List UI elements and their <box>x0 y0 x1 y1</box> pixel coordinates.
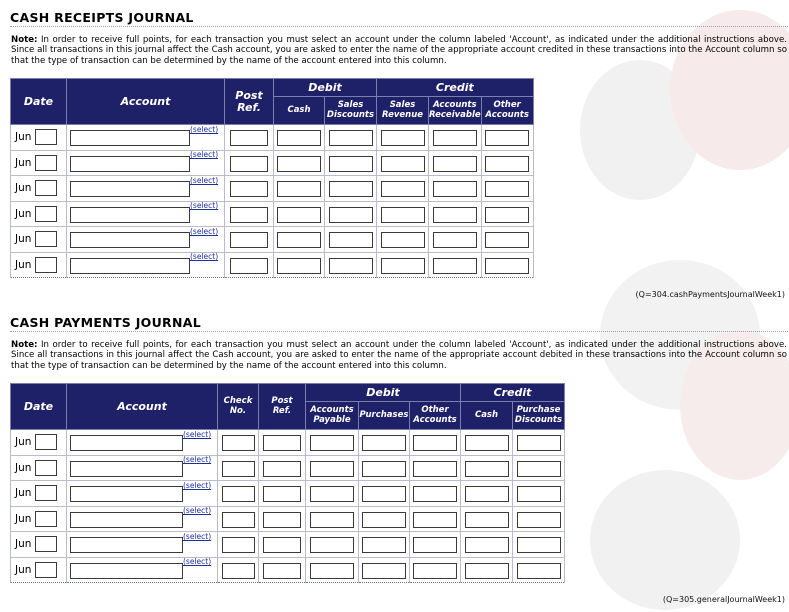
select-account-link[interactable]: (select) <box>190 175 219 185</box>
purchases-cell <box>359 455 410 481</box>
other-accounts-input[interactable] <box>485 207 529 223</box>
date-cell <box>11 252 67 278</box>
journal-row <box>11 252 534 278</box>
col-post-ref: Post Ref. <box>259 384 306 430</box>
purchase-discounts-input[interactable] <box>517 537 561 553</box>
payments-note <box>11 340 787 371</box>
sales-discounts-input[interactable] <box>329 207 373 223</box>
payments-question-ref: (Q=305.generalJournalWeek1) <box>662 595 785 604</box>
other-accounts-input[interactable] <box>413 563 457 579</box>
sales-discounts-input[interactable] <box>329 258 373 274</box>
purchase-discounts-input[interactable] <box>517 563 561 579</box>
cash-cell <box>461 506 513 532</box>
sales-revenue-cell <box>377 201 429 227</box>
other-accounts-input[interactable] <box>485 258 529 274</box>
post-ref-cell <box>259 557 306 583</box>
other-accounts-cell <box>410 557 461 583</box>
post-ref-cell <box>259 455 306 481</box>
purchase-discounts-input[interactable] <box>517 486 561 502</box>
account-input[interactable] <box>70 156 190 172</box>
col-group-credit: Credit <box>461 384 565 402</box>
col-account: Account <box>67 384 218 430</box>
col-date: Date <box>11 79 67 125</box>
sales-discounts-cell <box>325 201 377 227</box>
account-input[interactable] <box>70 512 183 528</box>
select-account-link[interactable]: (select) <box>183 531 212 541</box>
date-cell <box>11 455 67 481</box>
check-no-input[interactable] <box>222 435 255 451</box>
accounts-payable-cell <box>306 481 359 507</box>
sales-revenue-cell <box>377 176 429 202</box>
select-account-link[interactable]: (select) <box>183 455 212 465</box>
post-ref-cell <box>225 150 274 176</box>
receipts-note <box>11 35 787 66</box>
col-purchases: Purchases <box>359 402 410 430</box>
other-accounts-cell <box>410 430 461 456</box>
accounts-receivable-cell <box>429 150 482 176</box>
accounts-payable-input[interactable] <box>310 435 354 451</box>
cash-cell <box>274 252 325 278</box>
payments-note-text: In order to receive full points, for each transaction you must select an account under the column labeled 'Account', as indicated under the additional instructions above. Since all transactions in this journal affect the Cash account, you are asked to enter the name of the appropriate account debited in these transactions into the Account column so that the type of transaction can be determined by the name of the account entered into this column. <box>11 340 787 371</box>
receipts-title: CASH RECEIPTS JOURNAL <box>10 10 789 27</box>
sales-revenue-cell <box>377 252 429 278</box>
background-decoration <box>560 0 789 612</box>
payments-journal-table <box>10 383 565 583</box>
cash-cell <box>461 532 513 558</box>
cash-input[interactable] <box>465 435 509 451</box>
journal-row <box>11 481 565 507</box>
day-input[interactable] <box>35 434 57 450</box>
sales-revenue-input[interactable] <box>381 181 425 197</box>
post-ref-cell <box>225 227 274 253</box>
col-group-credit: Credit <box>377 79 534 97</box>
purchases-cell <box>359 430 410 456</box>
purchase-discounts-cell <box>513 430 565 456</box>
other-accounts-input[interactable] <box>485 181 529 197</box>
month-label: Jun <box>15 156 32 169</box>
accounts-payable-input[interactable] <box>310 537 354 553</box>
cash-cell <box>274 125 325 151</box>
cash-cell <box>274 176 325 202</box>
account-cell <box>67 150 225 176</box>
sales-revenue-cell <box>377 227 429 253</box>
other-accounts-input[interactable] <box>485 130 529 146</box>
journal-row <box>11 532 565 558</box>
journal-row <box>11 201 534 227</box>
sales-revenue-input[interactable] <box>381 207 425 223</box>
select-account-link[interactable]: (select) <box>190 150 219 160</box>
other-accounts-cell <box>481 252 533 278</box>
check-no-cell <box>218 506 259 532</box>
post-ref-input[interactable] <box>230 156 268 172</box>
date-cell <box>11 176 67 202</box>
payments-note-label: Note: <box>11 340 38 350</box>
accounts-receivable-input[interactable] <box>433 207 477 223</box>
cash-input[interactable] <box>277 156 321 172</box>
sales-discounts-input[interactable] <box>329 130 373 146</box>
account-input[interactable] <box>70 232 190 248</box>
account-cell <box>67 227 225 253</box>
accounts-payable-input[interactable] <box>310 486 354 502</box>
date-cell <box>11 557 67 583</box>
select-account-link[interactable]: (select) <box>183 429 212 439</box>
sales-discounts-input[interactable] <box>329 232 373 248</box>
col-date: Date <box>11 384 67 430</box>
journal-row <box>11 455 565 481</box>
check-no-cell <box>218 532 259 558</box>
cash-input[interactable] <box>465 537 509 553</box>
sales-revenue-cell <box>377 150 429 176</box>
purchases-input[interactable] <box>362 563 406 579</box>
col-accounts-payable: Accounts Payable <box>306 402 359 430</box>
day-input[interactable] <box>35 562 57 578</box>
journal-row <box>11 176 534 202</box>
sales-discounts-input[interactable] <box>329 156 373 172</box>
cash-input[interactable] <box>277 130 321 146</box>
date-cell <box>11 506 67 532</box>
other-accounts-cell <box>410 506 461 532</box>
day-input[interactable] <box>35 155 57 171</box>
check-no-cell <box>218 481 259 507</box>
select-account-link[interactable]: (select) <box>183 557 212 567</box>
day-input[interactable] <box>35 206 57 222</box>
other-accounts-cell <box>410 532 461 558</box>
accounts-payable-input[interactable] <box>310 563 354 579</box>
accounts-payable-cell <box>306 430 359 456</box>
receipts-journal-table <box>10 78 534 278</box>
sales-revenue-cell <box>377 125 429 151</box>
col-sales-revenue: Sales Revenue <box>377 97 429 125</box>
check-no-input[interactable] <box>222 563 255 579</box>
col-cash: Cash <box>274 97 325 125</box>
post-ref-input[interactable] <box>263 486 301 502</box>
col-cash: Cash <box>461 402 513 430</box>
accounts-payable-cell <box>306 455 359 481</box>
post-ref-cell <box>259 532 306 558</box>
purchase-discounts-cell <box>513 557 565 583</box>
post-ref-input[interactable] <box>230 181 268 197</box>
month-label: Jun <box>15 258 32 271</box>
day-input[interactable] <box>35 129 57 145</box>
post-ref-cell <box>225 201 274 227</box>
cash-input[interactable] <box>465 486 509 502</box>
cash-input[interactable] <box>277 207 321 223</box>
accounts-receivable-input[interactable] <box>433 156 477 172</box>
post-ref-input[interactable] <box>230 130 268 146</box>
post-ref-input[interactable] <box>230 232 268 248</box>
col-post-ref: Post Ref. <box>225 79 274 125</box>
account-input[interactable] <box>70 537 183 553</box>
account-input[interactable] <box>70 207 190 223</box>
date-cell <box>11 201 67 227</box>
date-cell <box>11 430 67 456</box>
sales-revenue-input[interactable] <box>381 130 425 146</box>
post-ref-input[interactable] <box>263 512 301 528</box>
check-no-input[interactable] <box>222 512 255 528</box>
col-check-no: Check No. <box>218 384 259 430</box>
month-label: Jun <box>15 461 32 474</box>
other-accounts-input[interactable] <box>413 435 457 451</box>
receipts-question-ref: (Q=304.cashPaymentsJournalWeek1) <box>635 290 785 299</box>
receipts-note-text: In order to receive full points, for each transaction you must select an account under the column labeled 'Account', as indicated under the additional instructions above. Since all transactions in this journal affect the Cash account, you are asked to enter the name of the appropriate account credited in these transactions into the Account column so that the type of transaction can be determined by the name of the account entered into this column. <box>11 35 787 66</box>
cash-input[interactable] <box>465 512 509 528</box>
accounts-payable-cell <box>306 557 359 583</box>
cash-cell <box>274 201 325 227</box>
purchases-cell <box>359 506 410 532</box>
month-label: Jun <box>15 207 32 220</box>
account-cell <box>67 455 218 481</box>
cash-input[interactable] <box>465 461 509 477</box>
other-accounts-cell <box>481 227 533 253</box>
date-cell <box>11 150 67 176</box>
payments-title: CASH PAYMENTS JOURNAL <box>10 315 789 332</box>
account-cell <box>67 532 218 558</box>
account-input[interactable] <box>70 486 183 502</box>
day-input[interactable] <box>35 460 57 476</box>
other-accounts-cell <box>410 455 461 481</box>
account-cell <box>67 481 218 507</box>
day-input[interactable] <box>35 231 57 247</box>
accounts-receivable-cell <box>429 227 482 253</box>
account-cell <box>67 252 225 278</box>
col-purchase-discounts: Purchase Discounts <box>513 402 565 430</box>
sales-discounts-cell <box>325 150 377 176</box>
account-cell <box>67 557 218 583</box>
account-cell <box>67 506 218 532</box>
account-input[interactable] <box>70 130 190 146</box>
purchase-discounts-cell <box>513 532 565 558</box>
other-accounts-input[interactable] <box>413 512 457 528</box>
journal-row <box>11 506 565 532</box>
cash-cell <box>461 455 513 481</box>
cash-input[interactable] <box>277 181 321 197</box>
account-input[interactable] <box>70 435 183 451</box>
month-label: Jun <box>15 538 32 551</box>
accounts-receivable-cell <box>429 252 482 278</box>
purchase-discounts-input[interactable] <box>517 512 561 528</box>
sales-revenue-input[interactable] <box>381 258 425 274</box>
cash-cell <box>274 150 325 176</box>
accounts-receivable-cell <box>429 176 482 202</box>
cash-cell <box>461 481 513 507</box>
other-accounts-input[interactable] <box>413 486 457 502</box>
cash-cell <box>274 227 325 253</box>
month-label: Jun <box>15 436 32 449</box>
month-label: Jun <box>15 487 32 500</box>
date-cell <box>11 227 67 253</box>
account-input[interactable] <box>70 563 183 579</box>
post-ref-input[interactable] <box>263 461 301 477</box>
account-cell <box>67 176 225 202</box>
accounts-payable-input[interactable] <box>310 512 354 528</box>
sales-discounts-cell <box>325 252 377 278</box>
account-input[interactable] <box>70 461 183 477</box>
sales-discounts-input[interactable] <box>329 181 373 197</box>
purchases-input[interactable] <box>362 435 406 451</box>
post-ref-cell <box>225 252 274 278</box>
month-label: Jun <box>15 182 32 195</box>
check-no-input[interactable] <box>222 461 255 477</box>
journal-row <box>11 150 534 176</box>
select-account-link[interactable]: (select) <box>190 124 219 134</box>
check-no-cell <box>218 557 259 583</box>
date-cell <box>11 532 67 558</box>
day-input[interactable] <box>35 180 57 196</box>
col-accounts-receivable: Accounts Receivable <box>429 97 482 125</box>
purchases-input[interactable] <box>362 537 406 553</box>
col-account: Account <box>67 79 225 125</box>
account-cell <box>67 125 225 151</box>
month-label: Jun <box>15 563 32 576</box>
col-other-accounts: Other Accounts <box>481 97 533 125</box>
purchases-input[interactable] <box>362 486 406 502</box>
post-ref-input[interactable] <box>263 435 301 451</box>
purchase-discounts-input[interactable] <box>517 461 561 477</box>
purchase-discounts-input[interactable] <box>517 435 561 451</box>
check-no-input[interactable] <box>222 486 255 502</box>
cash-cell <box>461 430 513 456</box>
purchases-cell <box>359 481 410 507</box>
accounts-receivable-input[interactable] <box>433 130 477 146</box>
account-input[interactable] <box>70 181 190 197</box>
select-account-link[interactable]: (select) <box>183 480 212 490</box>
accounts-receivable-input[interactable] <box>433 258 477 274</box>
other-accounts-cell <box>481 176 533 202</box>
month-label: Jun <box>15 512 32 525</box>
account-input[interactable] <box>70 258 190 274</box>
journal-row <box>11 125 534 151</box>
receipts-note-label: Note: <box>11 35 38 45</box>
check-no-cell <box>218 455 259 481</box>
other-accounts-cell <box>481 125 533 151</box>
sales-revenue-input[interactable] <box>381 156 425 172</box>
day-input[interactable] <box>35 536 57 552</box>
accounts-receivable-input[interactable] <box>433 181 477 197</box>
post-ref-cell <box>225 125 274 151</box>
journal-row <box>11 227 534 253</box>
post-ref-cell <box>259 506 306 532</box>
col-sales-discounts: Sales Discounts <box>325 97 377 125</box>
accounts-receivable-cell <box>429 201 482 227</box>
cash-input[interactable] <box>277 258 321 274</box>
check-no-input[interactable] <box>222 537 255 553</box>
other-accounts-cell <box>481 150 533 176</box>
journal-row <box>11 430 565 456</box>
account-cell <box>67 430 218 456</box>
post-ref-input[interactable] <box>263 537 301 553</box>
purchase-discounts-cell <box>513 455 565 481</box>
cash-input[interactable] <box>465 563 509 579</box>
purchases-cell <box>359 557 410 583</box>
purchases-input[interactable] <box>362 461 406 477</box>
accounts-payable-cell <box>306 506 359 532</box>
date-cell <box>11 481 67 507</box>
post-ref-cell <box>259 481 306 507</box>
accounts-payable-cell <box>306 532 359 558</box>
other-accounts-input[interactable] <box>413 537 457 553</box>
col-group-debit: Debit <box>306 384 461 402</box>
day-input[interactable] <box>35 511 57 527</box>
purchase-discounts-cell <box>513 506 565 532</box>
day-input[interactable] <box>35 485 57 501</box>
day-input[interactable] <box>35 257 57 273</box>
sales-discounts-cell <box>325 227 377 253</box>
accounts-receivable-cell <box>429 125 482 151</box>
post-ref-cell <box>259 430 306 456</box>
cash-cell <box>461 557 513 583</box>
month-label: Jun <box>15 131 32 144</box>
purchase-discounts-cell <box>513 481 565 507</box>
other-accounts-cell <box>481 201 533 227</box>
post-ref-input[interactable] <box>230 258 268 274</box>
accounts-receivable-input[interactable] <box>433 232 477 248</box>
purchases-cell <box>359 532 410 558</box>
select-account-link[interactable]: (select) <box>183 506 212 516</box>
check-no-cell <box>218 430 259 456</box>
col-group-debit: Debit <box>274 79 377 97</box>
other-accounts-cell <box>410 481 461 507</box>
account-cell <box>67 201 225 227</box>
cash-input[interactable] <box>277 232 321 248</box>
col-other-accounts: Other Accounts <box>410 402 461 430</box>
other-accounts-input[interactable] <box>485 156 529 172</box>
date-cell <box>11 125 67 151</box>
sales-discounts-cell <box>325 176 377 202</box>
journal-row <box>11 557 565 583</box>
accounts-payable-input[interactable] <box>310 461 354 477</box>
month-label: Jun <box>15 233 32 246</box>
post-ref-cell <box>225 176 274 202</box>
select-account-link[interactable]: (select) <box>190 201 219 211</box>
post-ref-input[interactable] <box>263 563 301 579</box>
sales-revenue-input[interactable] <box>381 232 425 248</box>
select-account-link[interactable]: (select) <box>190 252 219 262</box>
post-ref-input[interactable] <box>230 207 268 223</box>
other-accounts-input[interactable] <box>485 232 529 248</box>
select-account-link[interactable]: (select) <box>190 226 219 236</box>
sales-discounts-cell <box>325 125 377 151</box>
purchases-input[interactable] <box>362 512 406 528</box>
other-accounts-input[interactable] <box>413 461 457 477</box>
